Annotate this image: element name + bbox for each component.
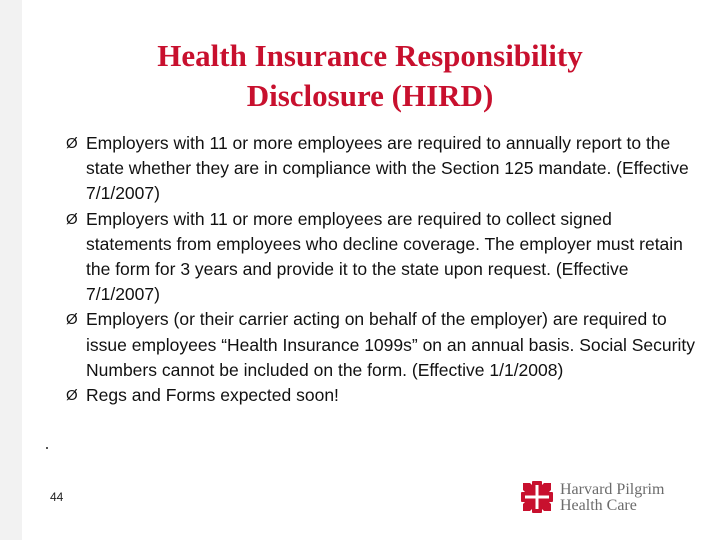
bullet-text: Employers (or their carrier acting on behalf of the employer) are required to issue employees “Health Insurance 1099s” on an annual basis. Social Security Numbers cannot be included on the form. (Effective 1/1/2008)	[86, 309, 695, 380]
page-number: 44	[50, 490, 64, 504]
arrow-bullet-icon: Ø	[66, 311, 78, 329]
decorative-dot	[46, 447, 48, 449]
bullet-list	[66, 131, 696, 408]
harvard-pilgrim-logo	[520, 480, 690, 516]
title-line-2: Disclosure (HIRD)	[246, 78, 494, 113]
arrow-bullet-icon: Ø	[66, 387, 78, 405]
bullet-item	[66, 131, 696, 207]
bullet-item	[66, 307, 696, 383]
bullet-text: Employers with 11 or more employees are required to collect signed statements from employees who decline coverage. The employer must retain the form for 3 years and provide it to the state upon request. (Effective 7/1/2007)	[86, 208, 683, 305]
title-line-1: Health Insurance Responsibility	[157, 38, 583, 73]
slide-title	[60, 36, 680, 116]
bullet-text: Regs and Forms expected soon!	[86, 385, 339, 406]
logo-line-2: Health Care	[560, 497, 637, 514]
logo-wordmark	[560, 482, 664, 514]
left-accent-bar	[0, 0, 22, 540]
logo-line-1: Harvard Pilgrim	[560, 481, 665, 498]
bullet-item	[66, 207, 696, 308]
arrow-bullet-icon: Ø	[66, 135, 78, 152]
bullet-item	[66, 383, 696, 408]
bullet-text: Employers with 11 or more employees are required to annually report to the state whether they are in compliance with the Section 125 mandate. (Effective 7/1/2007)	[86, 133, 689, 204]
harvard-pilgrim-cross-icon	[520, 480, 554, 514]
arrow-bullet-icon: Ø	[66, 210, 78, 228]
